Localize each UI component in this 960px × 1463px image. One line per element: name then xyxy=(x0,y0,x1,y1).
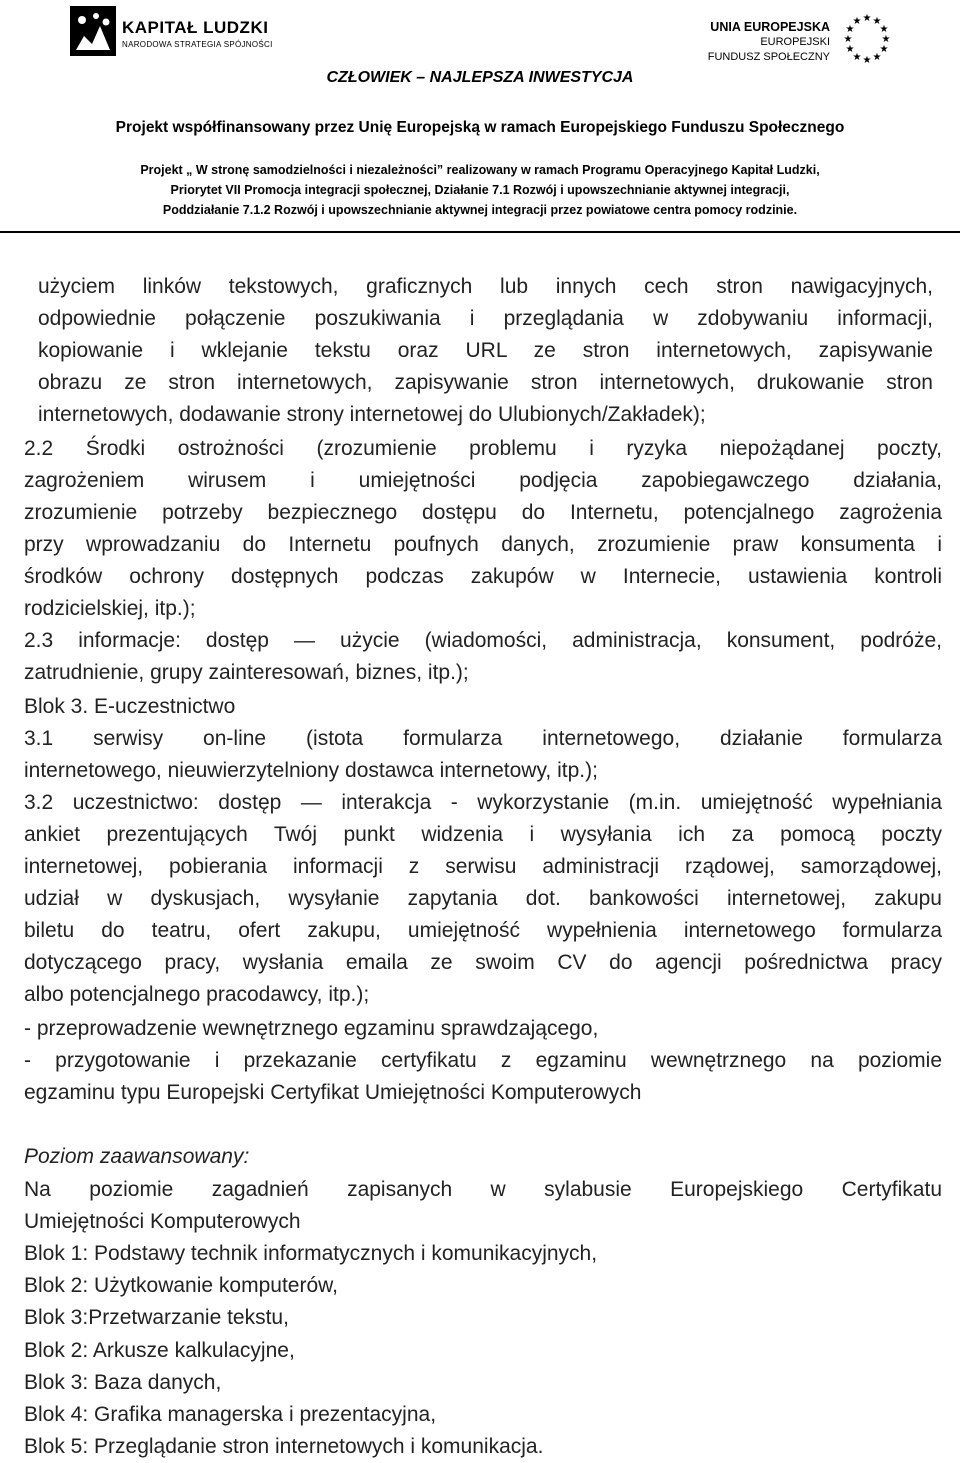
project-detail-line: Projekt „ W stronę samodzielności i niezależności” realizowany w ramach Programu Operacyjnego Kapitał Ludzki, xyxy=(140,163,820,177)
list-item: Blok 3: Baza danych, xyxy=(24,1371,222,1394)
body-line: egzaminu typu Europejski Certyfikat Umiejętności Komputerowych xyxy=(24,1081,642,1104)
eu-line-3: FUNDUSZ SPOŁECZNY xyxy=(707,51,830,63)
body-line: biletu do teatru, ofert zakupu, umiejętność wypełnienia internetowego formularza xyxy=(24,919,942,942)
section-heading: Blok 3. E-uczestnictwo xyxy=(24,695,236,718)
body-line: obrazu ze stron internetowych, zapisywanie stron internetowych, drukowanie stron xyxy=(38,371,933,394)
body-line: środków ochrony dostępnych podczas zakupów w Internecie, ustawienia kontroli xyxy=(24,565,942,588)
eu-line-1: UNIA EUROPEJSKA xyxy=(710,20,830,34)
svg-text:★: ★ xyxy=(862,13,872,24)
kapital-ludzki-title: KAPITAŁ LUDZKI xyxy=(122,18,269,37)
svg-text:★: ★ xyxy=(845,24,855,35)
body-line: zatrudnienie, grupy zainteresowań, biznes, itp.); xyxy=(24,661,469,684)
body-line: albo potencjalnego pracodawcy, itp.); xyxy=(24,983,370,1006)
eu-line-2: EUROPEJSKI xyxy=(760,36,830,48)
project-details xyxy=(0,160,960,220)
list-item: Blok 2: Użytkowanie komputerów, xyxy=(24,1274,338,1297)
kapital-ludzki-logo xyxy=(70,6,310,58)
body-line: użyciem linków tekstowych, graficznych lub innych cech stron nawigacyjnych, xyxy=(38,275,933,298)
body-line: rodzicielskiej, itp.); xyxy=(24,597,196,620)
eu-stars-icon xyxy=(838,10,896,68)
body-line: zrozumienie potrzeby bezpiecznego dostępu do Internetu, potencjalnego zagrożenia xyxy=(24,501,942,524)
list-item: Blok 2: Arkusze kalkulacyjne, xyxy=(24,1339,295,1362)
body-line: internetowych, dodawanie strony internetowej do Ulubionych/Zakładek); xyxy=(38,403,706,426)
body-line: - przygotowanie i przekazanie certyfikatu z egzaminu wewnętrznego na poziomie xyxy=(24,1049,942,1072)
body-line: 2.3 informacje: dostęp — użycie (wiadomości, administracja, konsument, podróże, xyxy=(24,629,942,652)
kapital-ludzki-mark-icon xyxy=(70,6,116,56)
body-line: odpowiednie połączenie poszukiwania i przeglądania w zdobywaniu informacji, xyxy=(38,307,933,330)
advanced-level-heading: Poziom zaawansowany: xyxy=(24,1145,250,1168)
body-line: 2.2 Środki ostrożności (zrozumienie problemu i ryzyka niepożądanej poczty, xyxy=(24,437,942,460)
body-line: - przeprowadzenie wewnętrznego egzaminu sprawdzającego, xyxy=(24,1017,599,1040)
svg-text:★: ★ xyxy=(872,52,882,63)
body-line: ankiet prezentujących Twój punkt widzenia i wysyłania ich za pomocą poczty xyxy=(24,823,942,846)
kapital-ludzki-subtitle: NARODOWA STRATEGIA SPÓJNOŚCI xyxy=(122,40,273,49)
body-line: kopiowanie i wklejanie tekstu oraz URL ze stron internetowych, zapisywanie xyxy=(38,339,933,362)
list-item: Blok 5: Przeglądanie stron internetowych i komunikacja. xyxy=(24,1435,544,1458)
body-line: Umiejętności Komputerowych xyxy=(24,1210,301,1233)
body-line: dotyczącego pracy, wysłania emaila ze swoim CV do agencji pośrednictwa pracy xyxy=(24,951,942,974)
body-line: internetowej, pobierania informacji z serwisu administracji rządowej, samorządowej, xyxy=(24,855,942,878)
list-item: Blok 4: Grafika managerska i prezentacyjna, xyxy=(24,1403,437,1426)
page-header xyxy=(0,0,960,232)
list-item: Blok 3:Przetwarzanie tekstu, xyxy=(24,1306,289,1329)
body-line: udział w dyskusjach, wysyłanie zapytania dot. bankowości internetowej, zakupu xyxy=(24,887,942,910)
body-line: 3.2 uczestnictwo: dostęp — interakcja - wykorzystanie (m.in. umiejętność wypełniania xyxy=(24,791,942,814)
svg-text:★: ★ xyxy=(881,34,891,45)
svg-text:★: ★ xyxy=(862,55,872,66)
svg-text:★: ★ xyxy=(843,34,853,45)
svg-text:★: ★ xyxy=(879,24,889,35)
svg-text:★: ★ xyxy=(872,16,882,27)
header-divider xyxy=(0,231,960,233)
slogan: CZŁOWIEK – NAJLEPSZA INWESTYCJA xyxy=(326,69,634,86)
svg-text:★: ★ xyxy=(845,44,855,55)
body-line: przy wprowadzaniu do Internetu poufnych danych, zrozumienie praw konsumenta i xyxy=(24,533,942,556)
body-line: internetowego, nieuwierzytelniony dostawca internetowy, itp.); xyxy=(24,759,598,782)
project-cofinancing-line: Projekt współfinansowany przez Unię Europejską w ramach Europejskiego Funduszu Społecznego xyxy=(115,119,845,136)
svg-text:★: ★ xyxy=(852,16,862,27)
body-line: Na poziomie zagadnień zapisanych w sylabusie Europejskiego Certyfikatu xyxy=(24,1178,942,1201)
svg-text:★: ★ xyxy=(852,52,862,63)
list-item: Blok 1: Podstawy technik informatycznych i komunikacyjnych, xyxy=(24,1242,598,1265)
body-line: zagrożeniem wirusem i umiejętności podjęcia zapobiegawczego działania, xyxy=(24,469,942,492)
svg-text:★: ★ xyxy=(879,44,889,55)
project-detail-line: Poddziałanie 7.1.2 Rozwój i upowszechnianie aktywnej integracji przez powiatowe centra pomocy rodzinie. xyxy=(162,203,798,217)
project-detail-line: Priorytet VII Promocja integracji społecznej, Działanie 7.1 Rozwój i upowszechnianie aktywnej integracji, xyxy=(170,183,790,197)
body-line: 3.1 serwisy on-line (istota formularza internetowego, działanie formularza xyxy=(24,727,942,750)
